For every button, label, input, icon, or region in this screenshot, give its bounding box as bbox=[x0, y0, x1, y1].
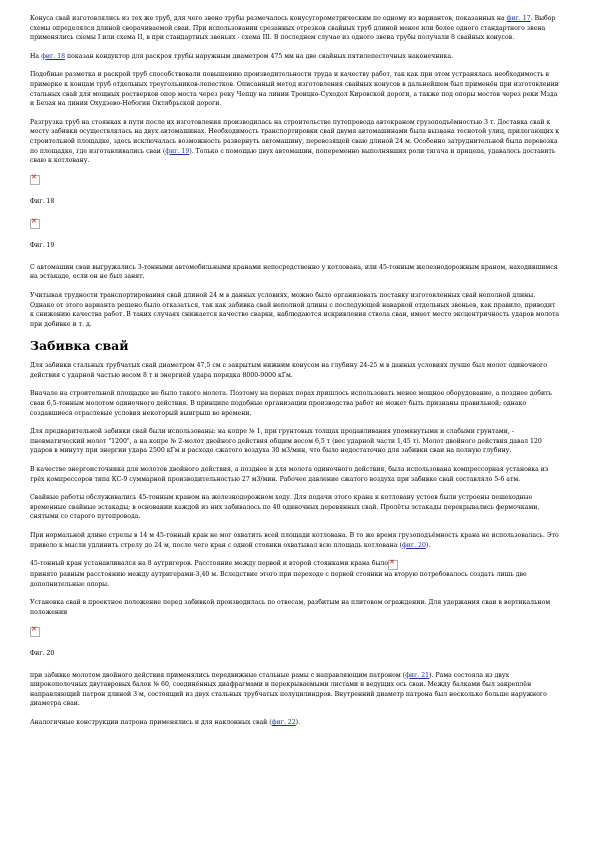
paragraph: Установка свай в проектное положение перед забивкой производилась по отвесам, разбитым на плитовом ограждении. Для удержания сваи в вертикальном положении bbox=[30, 599, 551, 616]
paragraph-text: при забивке молотом двойного действия применялись передвижные стальные рамы с направляющим патроном ( bbox=[30, 671, 406, 679]
paragraph bbox=[30, 118, 560, 166]
paragraph: Свайные работы обслуживались 45-тонным краном на железнодорожном ходу. Для подачи этого крана к котловану устоев были устроены пешеходные временные свайные эстакады; в основании каждой из них забивалось по 40 одиночных деревянных свай. Пролёты эстакады перекрывались фермочками, снятыми со старого путепровода. bbox=[30, 494, 540, 521]
paragraph-text: 45-тонный кран устанавливался на 8 аутригеров. Расстояние между первой и второй стоянками крана было bbox=[30, 560, 389, 568]
figure-link-22[interactable]: фиг. 22 bbox=[271, 718, 296, 726]
paragraph-text: Аналогичные конструкции патрона применялись и для наклонных свай ( bbox=[30, 718, 272, 726]
figure-link-21[interactable]: фиг. 21 bbox=[405, 671, 430, 679]
figure-caption-20: Фиг. 20 bbox=[30, 649, 55, 657]
paragraph bbox=[30, 14, 560, 43]
paragraph-text: ). Только с помощью двух автомашин, попеременно выполнявших роли тягача и прицепа, удавалось доставить сваю к котловану. bbox=[30, 147, 556, 165]
paragraph: Для забивки стальных трубчатых свай диаметром 47,5 см с закрытым нижним конусом на глубину 24-25 м в данных условиях лучше был молот одиночного действия с ударной частью весом 8 т и энергией удара порядка 8000-9000 кГм. bbox=[30, 362, 547, 379]
paragraph-text: ). Рама состояла из двух широкополочных двутавровых балок № 60, соединённых диафрагмами и перекрываемыми листами и ведущих ось сваи. Между балками был закреплён направляющий патрон длиной 3 м, состоящий из двух стальных трубчатых полуцилиндров. Внутренний диаметр патрона был несколько больше наружного диаметра сваи. bbox=[30, 671, 547, 708]
figure-link-17[interactable]: фиг. 17 bbox=[506, 15, 531, 22]
broken-image-icon bbox=[30, 627, 40, 637]
paragraph bbox=[30, 671, 560, 709]
paragraph-text: . Выбор схемы определялся длиной сворачиваемой сваи. При использовании срезанных отрезков свайных труб длиной менее или более одного стандартного звена применялись схемы I или схема II, в при стандартных звеньях - схема III. В последнем случае из одного звена трубы получали 8 свайных конусов. bbox=[30, 15, 556, 42]
paragraph: В качестве энергоисточника для молотов двойного действия, а позднее и для молота одиночного действия, была использована компрессорная установка из трёх компрессоров типа КС-9 суммарной производительностью 27 м3/мин. Рабочее давление сжатого воздуха при забивке свай составляло 5-6 атм. bbox=[30, 466, 549, 483]
figure-link-20[interactable]: фиг. 20 bbox=[401, 541, 426, 549]
figure-link-19[interactable]: фиг. 19 bbox=[165, 147, 190, 155]
paragraph-text: Конуса свай изготовлялись из тех же труб, для чего звено трубы размечалось конусугорометрическим по одному из вариантов, показанных на bbox=[30, 15, 507, 22]
paragraph: Учитывая трудности транспортирования свай длиной 24 м в данных условиях, можно было организовать поставку изготовленных свай неполной длины. Однако от этого варианта решено было отказаться, так как забивка свай неполной длины с последующей наваркой отдельных звеньев, как правило, приводит к снижению качества работ. В таких случаях снижается качество сварки, наблюдаются искривления ствола сваи, имеет место эксцентричность ударов молота при добивке и т. д. bbox=[30, 291, 560, 328]
paragraph-text: При нормальной длине стрелы в 14 м 45-тонный кран не мог охватить всей площади котлована. В то же время грузоподъёмность крана не использовалась. Это привело к мысли удлинить стрелу до 24 м, после чего кран с одной стоянки охватывал всю площадь котлована ( bbox=[30, 532, 559, 549]
paragraph-text: принято равным расстоянию между аутригерами-3,40 м. Вследствие этого при переходе с первой стоянки на вторую потребовалось создать лишь две дополнительные опоры. bbox=[30, 571, 527, 588]
paragraph-text: показан кондуктор для раскроя трубы наружным диаметром 475 мм на две свайных пятилепесточных наконечника. bbox=[65, 52, 453, 60]
broken-image-icon bbox=[30, 219, 40, 229]
paragraph-text: Разгрузка труб на стоянках в пути после их изготовления производилась на строительстве путепровода автокраном грузоподъёмностью 3 т. Доставка свай к месту забивки осуществлялась на двух автомашинах. Необходимость транспортировки свай двумя автомашинами была вызвана теснотой улиц, прилегающих к строительной площадке, здесь исключалась возможность развернуть автомашину, перевозящей сваю длиной 24 м. Особенно затруднительной была перевозка по площадке, где изготавливались сваи ( bbox=[30, 118, 560, 155]
paragraph-text: ). bbox=[295, 718, 301, 726]
paragraph bbox=[30, 52, 560, 62]
paragraph bbox=[30, 531, 560, 550]
section-heading: Забивка свай bbox=[30, 338, 129, 354]
broken-image-icon bbox=[30, 175, 40, 185]
document-page bbox=[30, 14, 560, 737]
paragraph bbox=[30, 559, 560, 589]
paragraph: Вначале на строительной площадке не было такого молота. Поэтому на первых порах пришлось использовать менее мощное оборудование, а позднее добить сваи 6,5-тонным молотом одиночного действия. В принципе подобные организации производства работ не может быть признаны правильной; однако создавшиеся отраслевые условия некоторый выигрыш во времени. bbox=[30, 390, 552, 417]
figure-link-18[interactable]: фиг. 18 bbox=[41, 52, 66, 60]
figure-caption-18: Фиг. 18 bbox=[30, 197, 55, 205]
paragraph: Подобные разметка и раскрой труб способствовали повышению производительности труда и качеству работ, так как при этом устранялась необходимость в примерке к концам труб отдельных треугольников-лепестков. Описанный метод изготовления свайных конусов в дальнейшем был применён при изготовлении стальных свай для мощных ростверков опор моста через реку Чепцу на линии Троицко-Суходол Кировской дороги, а также под опоры мостов через реки Мзда и Белая на линии Охудзево-Небогин Октябрьской дороги. bbox=[30, 71, 559, 108]
paragraph: Для предварительной забивки свай были использованы: на копре № 1, при грунтовых толщах продавливания упомянутыми и слабыми грунтами, - пневматический молот "1200", а на копре № 2-молот двойного действия общим весом 6,5 т (вес ударной части 1,45 т). Молот двойного действия давал 120 ударов в минуту при энергии удара 2500 кГм и расходе сжатого воздуха 30 м3/мин, что было недостаточно для забивки сваи на полную глубину. bbox=[30, 428, 542, 455]
figure-caption-19: Фиг. 19 bbox=[30, 241, 55, 249]
broken-image-icon bbox=[388, 560, 398, 570]
paragraph bbox=[30, 718, 560, 728]
paragraph-text: На bbox=[30, 52, 42, 60]
paragraph: С автомашин сваи выгружались 3-тонными автомобильными кранами непосредственно у котлована, или 45-тонным железнодорожным краном, находившимся на эстакаде, если он не был занят. bbox=[30, 263, 558, 281]
paragraph-text: ). bbox=[425, 541, 431, 549]
